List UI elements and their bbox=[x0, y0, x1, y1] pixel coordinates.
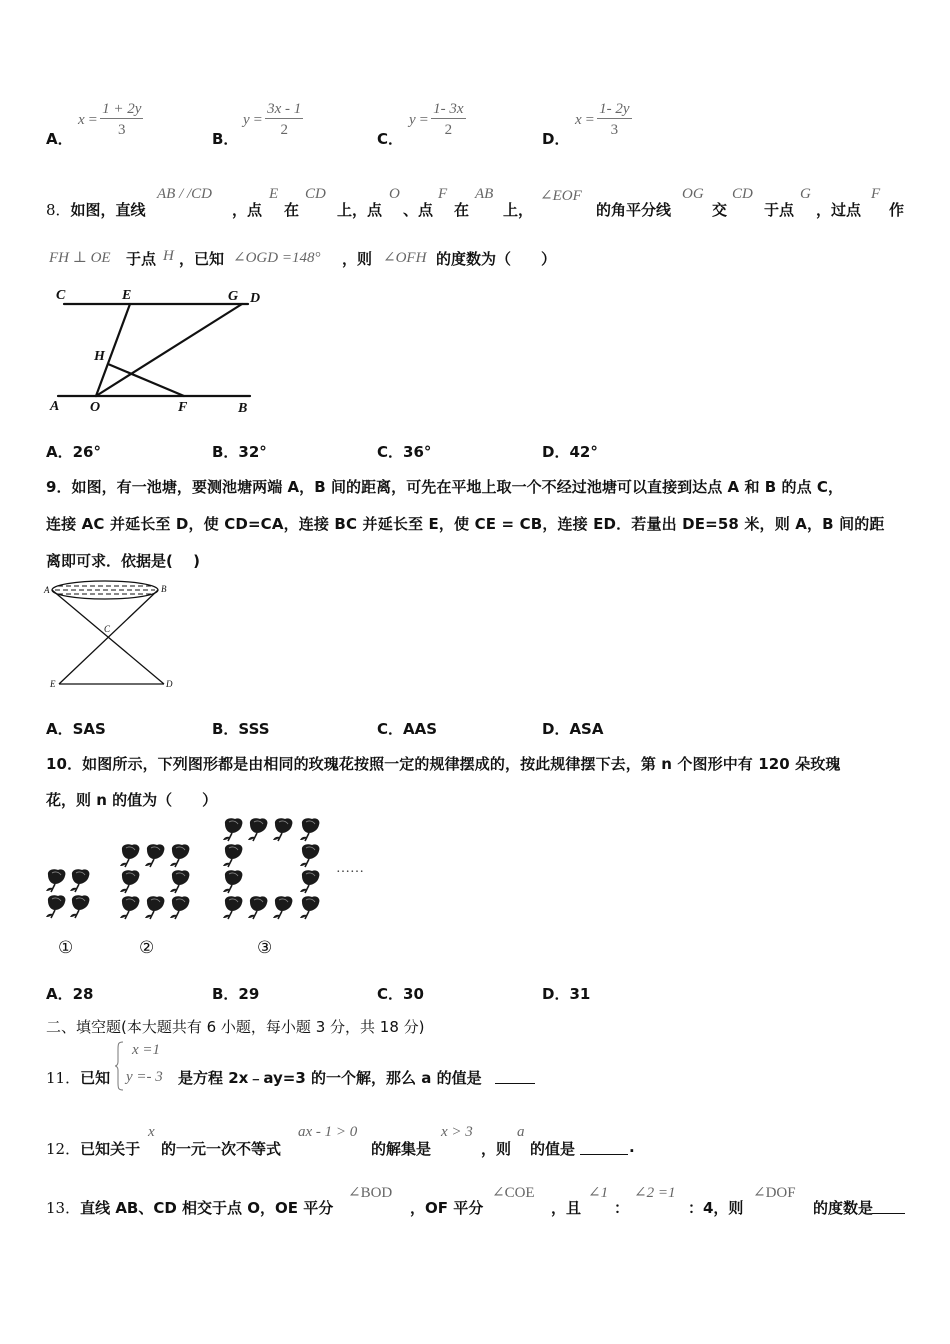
q12-math-x: x bbox=[148, 1124, 155, 1140]
q8-math-ab-parallel-cd: AB / /CD bbox=[157, 186, 212, 202]
q10-pattern-1 bbox=[46, 869, 89, 918]
q8-number: 8． bbox=[46, 201, 71, 219]
q11-system-eq-2: y =- 3 bbox=[126, 1069, 163, 1085]
q12-text-5: 的值是 bbox=[530, 1140, 576, 1158]
q12-text-6: . bbox=[629, 1138, 635, 1156]
q7-option-d-letter: D． bbox=[542, 130, 570, 148]
q11-text-2: 是方程 2x﹣ay=3 的一个解，那么 a 的值是 bbox=[178, 1069, 482, 1087]
q8-segment-og bbox=[96, 304, 242, 396]
q9-label-a: A bbox=[44, 585, 50, 595]
q8-math-e: E bbox=[269, 186, 279, 202]
q8-math-o: O bbox=[389, 186, 400, 202]
q8-label-d: D bbox=[250, 291, 261, 306]
q7-option-a-letter: A． bbox=[46, 130, 73, 148]
q13-math-angle-dof: ∠DOF bbox=[753, 1185, 796, 1201]
q12-math-a: a bbox=[517, 1124, 525, 1140]
q8-math-f-2: F bbox=[871, 186, 881, 202]
q11-answer-blank[interactable] bbox=[495, 1070, 535, 1084]
q9-label-d: D bbox=[166, 679, 173, 689]
q11-number: 11． bbox=[46, 1069, 81, 1087]
q8-label-c: C bbox=[56, 288, 66, 303]
q10-label-1: ① bbox=[58, 938, 74, 957]
q8-text-10: 于点 bbox=[764, 201, 795, 219]
q8-text-12: 作 bbox=[889, 201, 905, 219]
q7-a-eq: = bbox=[88, 112, 98, 128]
q13-math-angle-bod: ∠BOD bbox=[348, 1185, 393, 1201]
q10-option-c: C．30 bbox=[377, 985, 424, 1003]
q13-text-2: ，OF 平分 bbox=[410, 1199, 484, 1217]
q9-line1: 9．如图，有一池塘，要测池塘两端 A，B 间的距离，可先在平地上取一个不经过池塘可以直接到达点 A 和 B 的点 C， bbox=[46, 478, 844, 496]
q8-text-4: 上，点 bbox=[337, 201, 383, 219]
q8-text-1: 如图，直线 bbox=[70, 201, 146, 219]
q7-b-num: 3x - 1 bbox=[267, 101, 302, 117]
q8-text-15: ，则 bbox=[342, 250, 373, 268]
q10-option-a: A．28 bbox=[46, 985, 94, 1003]
q12-math-solution: x > 3 bbox=[441, 1124, 473, 1140]
q8-text-16: 的度数为（ ） bbox=[436, 250, 557, 268]
q9-label-c: C bbox=[104, 624, 111, 634]
q10-ellipsis: …… bbox=[336, 861, 364, 876]
q9-segment-be bbox=[59, 590, 158, 684]
q7-c-eq: = bbox=[419, 112, 429, 128]
q10-pattern-3 bbox=[223, 818, 319, 919]
q8-math-angle-ofh: ∠OFH bbox=[383, 250, 427, 266]
q11-system-eq-1: x =1 bbox=[132, 1042, 161, 1058]
q8-option-a: A．26° bbox=[46, 443, 101, 461]
q9-figure bbox=[42, 580, 182, 692]
q12-text-4: ，则 bbox=[481, 1140, 512, 1158]
q8-label-e: E bbox=[122, 288, 132, 303]
q7-option-b-formula bbox=[243, 100, 303, 141]
q8-text-7: 上， bbox=[503, 201, 534, 219]
q8-figure bbox=[44, 280, 280, 420]
q8-math-angle-eof: ∠EOF bbox=[540, 188, 582, 204]
q7-a-den: 3 bbox=[118, 122, 126, 138]
q8-math-h: H bbox=[163, 248, 174, 264]
q9-label-e: E bbox=[50, 679, 56, 689]
q8-label-f: F bbox=[178, 400, 188, 415]
q7-d-eq: = bbox=[585, 112, 595, 128]
q7-option-c-letter: C． bbox=[377, 130, 404, 148]
q10-label-3: ③ bbox=[257, 938, 273, 957]
q13-text-4: ： bbox=[614, 1199, 630, 1217]
q7-a-num: 1 + 2y bbox=[102, 101, 142, 117]
q8-text-8: 的角平分线 bbox=[596, 201, 672, 219]
q7-d-den: 3 bbox=[610, 122, 619, 138]
q7-option-c-formula bbox=[409, 100, 466, 141]
q8-text-5: 、点 bbox=[403, 201, 434, 219]
q12-text-1: 已知关于 bbox=[80, 1140, 141, 1158]
q13-text-1: 直线 AB、CD 相交于点 O，OE 平分 bbox=[80, 1199, 334, 1217]
q13-math-angle-2: ∠2 =1 bbox=[634, 1185, 676, 1201]
q8-option-b: B．32° bbox=[212, 443, 267, 461]
q8-label-o: O bbox=[90, 400, 101, 415]
q8-line1 bbox=[46, 199, 146, 220]
q9-label-b: B bbox=[161, 584, 167, 594]
q11-text-1: 已知 bbox=[80, 1069, 111, 1087]
q9-line3: 离即可求．依据是( ) bbox=[46, 552, 200, 570]
q8-math-ab: AB bbox=[475, 186, 494, 202]
q7-b-eq: = bbox=[253, 112, 263, 128]
section-2-heading: 二、填空题(本大题共有 6 小题，每小题 3 分，共 18 分) bbox=[46, 1018, 425, 1036]
q9-option-d: D．ASA bbox=[542, 720, 604, 738]
q9-line2: 连接 AC 并延长至 D，使 CD=CA，连接 BC 并延长至 E，使 CE = CB，连接 ED．若量出 DE=58 米，则 A，B 间的距 bbox=[46, 515, 885, 533]
q10-figure bbox=[40, 812, 385, 962]
q8-math-g: G bbox=[800, 186, 811, 202]
q7-option-a-formula bbox=[78, 100, 143, 141]
q8-math-cd: CD bbox=[305, 186, 326, 202]
q8-option-d: D．42° bbox=[542, 443, 598, 461]
q10-label-2: ② bbox=[139, 938, 155, 957]
q8-text-9: 交 bbox=[712, 201, 728, 219]
q8-label-a: A bbox=[50, 399, 60, 414]
q12-answer-blank[interactable] bbox=[580, 1141, 628, 1155]
q13-line bbox=[46, 1197, 333, 1218]
q13-text-5: ：4，则 bbox=[688, 1199, 744, 1217]
q12-text-3: 的解集是 bbox=[371, 1140, 432, 1158]
q8-label-b: B bbox=[238, 401, 248, 416]
q7-b-den: 2 bbox=[280, 122, 288, 138]
q11-line bbox=[46, 1067, 110, 1088]
q10-pattern-2 bbox=[120, 844, 189, 919]
q10-line2: 花，则 n 的值为（ ） bbox=[46, 791, 218, 809]
q8-text-2: ，点 bbox=[232, 201, 263, 219]
q7-c-num: 1- 3x bbox=[433, 101, 464, 117]
q8-math-angle-ogd: ∠OGD =148° bbox=[233, 250, 321, 266]
q8-text-3: 在 bbox=[284, 201, 300, 219]
q10-option-b: B．29 bbox=[212, 985, 260, 1003]
q8-text-6: 在 bbox=[454, 201, 470, 219]
q13-answer-blank[interactable] bbox=[872, 1200, 905, 1214]
q13-math-angle-1: ∠1 bbox=[588, 1185, 609, 1201]
q11-brace bbox=[114, 1040, 124, 1092]
q13-text-3: ，且 bbox=[551, 1199, 582, 1217]
q12-text-2: 的一元一次不等式 bbox=[161, 1140, 282, 1158]
q10-line1: 10．如图所示，下列图形都是由相同的玫瑰花按照一定的规律摆成的，按此规律摆下去，第 n 个图形中有 120 朵玫瑰 bbox=[46, 755, 841, 773]
q13-number: 13． bbox=[46, 1199, 81, 1217]
q7-option-b-letter: B． bbox=[212, 130, 239, 148]
q8-option-c: C．36° bbox=[377, 443, 432, 461]
q8-text-13: 于点 bbox=[126, 250, 157, 268]
q13-math-angle-coe: ∠COE bbox=[492, 1185, 535, 1201]
q12-line bbox=[46, 1138, 140, 1159]
q8-math-og: OG bbox=[682, 186, 704, 202]
q7-a-lhs: x bbox=[78, 112, 85, 128]
q12-math-inequality: ax - 1 > 0 bbox=[298, 1124, 358, 1140]
q7-d-lhs: x bbox=[575, 112, 582, 128]
q8-text-14: ，已知 bbox=[179, 250, 225, 268]
q9-option-a: A．SAS bbox=[46, 720, 106, 738]
q8-label-h: H bbox=[94, 349, 105, 364]
q13-text-6: 的度数是 bbox=[813, 1199, 874, 1217]
q8-math-f: F bbox=[438, 186, 448, 202]
q7-b-lhs: y bbox=[243, 112, 250, 128]
q7-c-lhs: y bbox=[409, 112, 416, 128]
q8-math-cd-2: CD bbox=[732, 186, 753, 202]
q9-option-c: C．AAS bbox=[377, 720, 438, 738]
q7-option-d-formula bbox=[575, 100, 632, 141]
q10-option-d: D．31 bbox=[542, 985, 591, 1003]
q8-math-fh-perp-oe: FH ⊥ OE bbox=[49, 250, 111, 266]
q12-number: 12． bbox=[46, 1140, 81, 1158]
q8-label-g: G bbox=[228, 289, 239, 304]
q7-c-den: 2 bbox=[444, 122, 453, 138]
q8-text-11: ，过点 bbox=[816, 201, 862, 219]
q9-option-b: B．SSS bbox=[212, 720, 270, 738]
q7-d-num: 1- 2y bbox=[599, 101, 630, 117]
